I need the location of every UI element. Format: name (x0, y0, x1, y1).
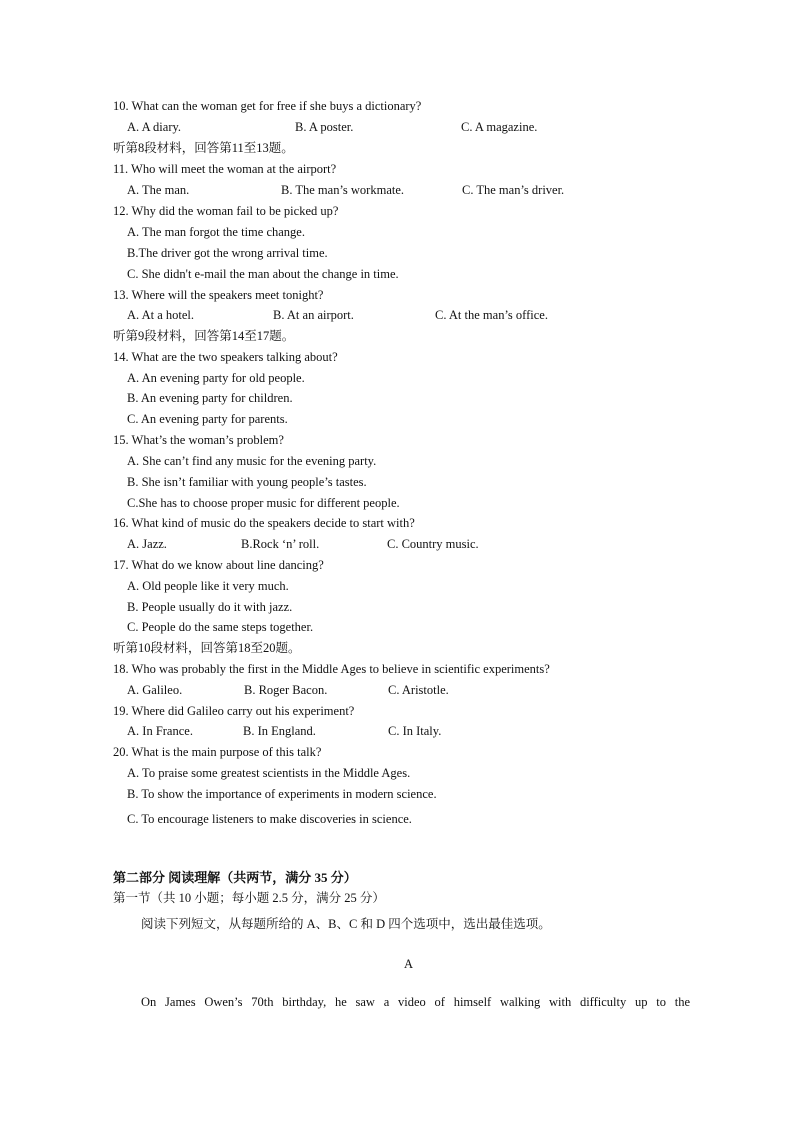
passage-label: A (404, 957, 414, 971)
question-14-stem: 14. What are the two speakers talking about? (113, 350, 338, 364)
part-2-title: 第二部分 阅读理解（共两节，满分 35 分） (113, 870, 357, 885)
reading-instruction: 阅读下列短文，从每题所给的 A、B、C 和 D 四个选项中，选出最佳选项。 (141, 917, 551, 931)
question-19-stem: 19. Where did Galileo carry out his experiment? (113, 704, 355, 718)
question-15-option-c: C.She has to choose proper music for different people. (127, 496, 400, 510)
question-19-option-c: C. In Italy. (388, 724, 442, 738)
question-17-option-a: A. Old people like it very much. (127, 579, 289, 593)
question-18-option-c: C. Aristotle. (388, 683, 449, 697)
question-20-option-c: C. To encourage listeners to make discoveries in science. (127, 812, 412, 826)
question-12-option-b: B.The driver got the wrong arrival time. (127, 246, 328, 260)
question-15-stem: 15. What’s the woman’s problem? (113, 433, 284, 447)
question-13-option-c: C. At the man’s office. (435, 308, 548, 322)
question-11-option-b: B. The man’s workmate. (281, 183, 405, 197)
question-18-option-a: A. Galileo. (127, 683, 183, 697)
section-9-instruction: 听第9段材料，回答第14至17题。 (113, 329, 295, 343)
question-13-option-b: B. At an airport. (273, 308, 354, 322)
question-10-option-c: C. A magazine. (461, 120, 538, 134)
question-11-stem: 11. Who will meet the woman at the airport? (113, 162, 337, 176)
question-14-option-b: B. An evening party for children. (127, 391, 293, 405)
question-18-option-b: B. Roger Bacon. (244, 683, 328, 697)
question-14-option-c: C. An evening party for parents. (127, 412, 288, 426)
question-20-option-a: A. To praise some greatest scientists in the Middle Ages. (127, 766, 411, 780)
question-13-option-a: A. At a hotel. (127, 308, 195, 322)
question-17-stem: 17. What do we know about line dancing? (113, 558, 324, 572)
question-12-option-a: A. The man forgot the time change. (127, 225, 305, 239)
section-8-instruction: 听第8段材料，回答第11至13题。 (113, 141, 294, 155)
question-16-stem: 16. What kind of music do the speakers decide to start with? (113, 516, 415, 530)
question-20-option-b: B. To show the importance of experiments in modern science. (127, 787, 437, 801)
question-16-option-b: B.Rock ‘n’ roll. (241, 537, 320, 551)
section-1-heading: 第一节（共 10 小题；每小题 2.5 分，满分 25 分） (113, 891, 385, 905)
question-17-option-c: C. People do the same steps together. (127, 620, 314, 634)
passage-text: On James Owen’s 70th birthday, he saw a video of himself walking with difficulty up to the (141, 995, 690, 1009)
question-19-option-a: A. In France. (127, 724, 193, 738)
question-19-option-b: B. In England. (243, 724, 316, 738)
question-18-stem: 18. Who was probably the first in the Middle Ages to believe in scientific experiments? (113, 662, 550, 676)
question-16-option-a: A. Jazz. (127, 537, 167, 551)
question-16-option-c: C. Country music. (387, 537, 479, 551)
question-15-option-b: B. She isn’t familiar with young people’s tastes. (127, 475, 367, 489)
question-10-stem: 10. What can the woman get for free if she buys a dictionary? (113, 99, 422, 113)
question-10-option-a: A. A diary. (127, 120, 182, 134)
question-17-option-b: B. People usually do it with jazz. (127, 600, 293, 614)
question-12-option-c: C. She didn't e-mail the man about the change in time. (127, 267, 399, 281)
question-10-option-b: B. A poster. (295, 120, 354, 134)
question-13-stem: 13. Where will the speakers meet tonight? (113, 288, 324, 302)
question-15-option-a: A. She can’t find any music for the evening party. (127, 454, 377, 468)
question-11-option-a: A. The man. (127, 183, 190, 197)
question-11-option-c: C. The man’s driver. (462, 183, 565, 197)
section-10-instruction: 听第10段材料，回答第18至20题。 (113, 641, 301, 655)
question-20-stem: 20. What is the main purpose of this talk? (113, 745, 322, 759)
question-12-stem: 12. Why did the woman fail to be picked up? (113, 204, 339, 218)
question-14-option-a: A. An evening party for old people. (127, 371, 305, 385)
